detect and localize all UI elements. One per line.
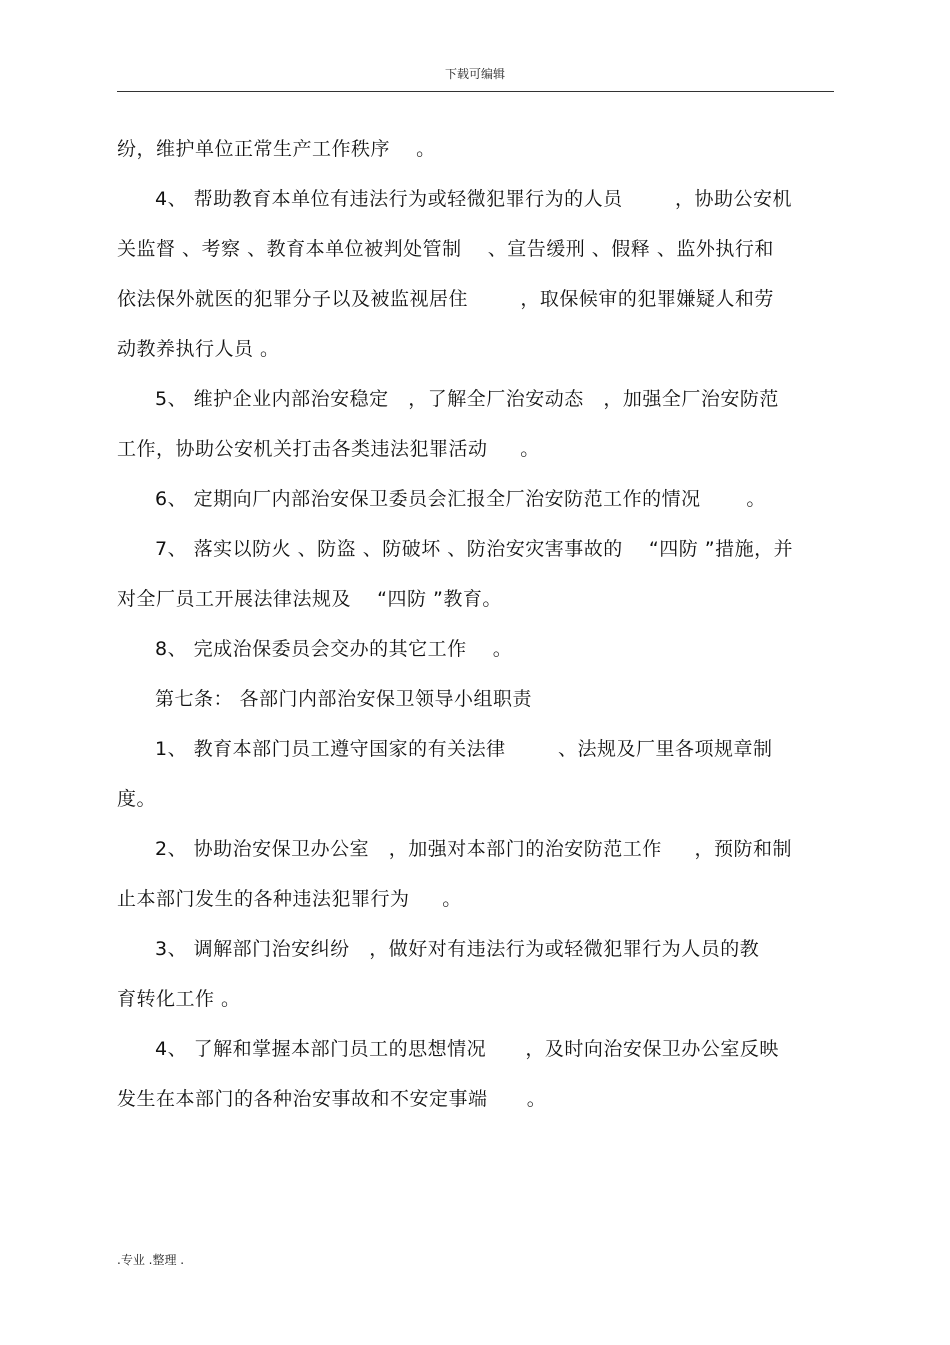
text-line: 8、 完成治保委员会交办的其它工作 。	[155, 638, 513, 660]
text-line: 关监督 、考察 、教育本单位被判处管制 、宣告缓刑 、假释 、监外执行和	[117, 238, 774, 260]
paragraph-5	[117, 524, 834, 624]
text-line: 止本部门发生的各种违法犯罪行为 。	[117, 888, 462, 910]
header-divider	[117, 91, 834, 92]
text-line: 依法保外就医的犯罪分子以及被监视居住 ，取保候审的犯罪嫌疑人和劳	[117, 288, 774, 310]
paragraph-1	[117, 124, 834, 174]
text-line: 7、 落实以防火 、防盗 、防破坏 、防治安灾害事故的 “四防 ”措施，并	[155, 538, 794, 560]
document-body	[117, 124, 834, 1124]
text-line: 发生在本部门的各种治安事故和不安定事端 。	[117, 1088, 547, 1110]
text-line: 度。	[117, 788, 157, 810]
text-line: 1、 教育本部门员工遵守国家的有关法律 、法规及厂里各项规章制	[155, 738, 773, 760]
text-line: 4、 了解和掌握本部门员工的思想情况 ，及时向治安保卫办公室反映	[155, 1038, 779, 1060]
paragraph-6	[117, 624, 834, 674]
text-line: 6、 定期向厂内部治安保卫委员会汇报全厂治安防范工作的情况 。	[155, 488, 766, 510]
text-line: 工作，协助公安机关打击各类违法犯罪活动 。	[117, 438, 540, 460]
text-line: 5、 维护企业内部治安稳定 ，了解全厂治安动态 ，加强全厂治安防范	[155, 388, 779, 410]
text-line: 对全厂员工开展法律法规及 “四防 ”教育。	[117, 588, 502, 610]
paragraph-8	[117, 824, 834, 924]
text-line: 育转化工作 。	[117, 988, 241, 1010]
text-line: 第七条： 各部门内部治安保卫领导小组职责	[155, 688, 533, 710]
paragraph-7	[117, 724, 834, 824]
text-line: 2、 协助治安保卫办公室 ，加强对本部门的治安防范工作 ，预防和制	[155, 838, 792, 860]
paragraph-4	[117, 474, 834, 524]
article-heading	[117, 674, 834, 724]
text-line: 3、 调解部门治安纠纷 ，做好对有违法行为或轻微犯罪行为人员的教	[155, 938, 760, 960]
page-footer: .专业 .整理 .	[117, 1253, 185, 1267]
text-line: 4、 帮助教育本单位有违法行为或轻微犯罪行为的人员 ，协助公安机	[155, 188, 792, 210]
text-line: 动教养执行人员 。	[117, 338, 280, 360]
paragraph-2	[117, 174, 834, 374]
paragraph-3	[117, 374, 834, 474]
text-line: 纷，维护单位正常生产工作秩序 。	[117, 138, 436, 160]
page-header: 下载可编辑	[444, 67, 505, 81]
paragraph-9	[117, 924, 834, 1024]
paragraph-10	[117, 1024, 834, 1124]
